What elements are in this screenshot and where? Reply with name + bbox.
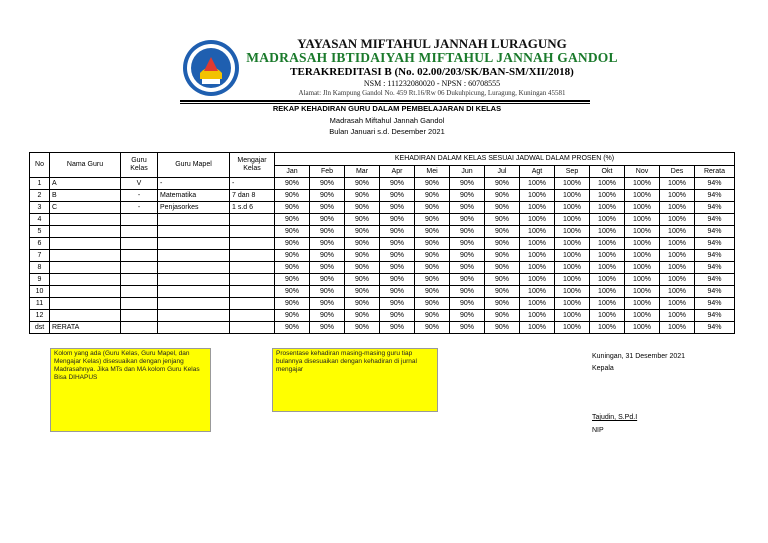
cell-month-value: 90%: [380, 238, 415, 250]
cell-month-value: 100%: [660, 274, 695, 286]
cell-guru-mapel: [158, 250, 230, 262]
cell-month-value: 100%: [625, 322, 660, 334]
cell-month-value: 100%: [555, 322, 590, 334]
cell-nama-guru: [50, 262, 121, 274]
cell-month-value: 90%: [485, 310, 520, 322]
cell-month-value: 90%: [345, 310, 380, 322]
cell-month-value: 90%: [450, 274, 485, 286]
cell-month-value: 90%: [310, 178, 345, 190]
school-ids: NSM : 111232080020 - NPSN : 60708555: [363, 79, 501, 88]
signature-role: Kepala: [592, 365, 614, 372]
col-month-nov: Nov: [625, 166, 660, 178]
cell-month-value: 90%: [380, 226, 415, 238]
cell-month-value: 100%: [520, 238, 555, 250]
cell-month-value: 90%: [275, 214, 310, 226]
cell-guru-kelas: -: [121, 202, 158, 214]
cell-month-value: 100%: [590, 262, 625, 274]
cell-nama-guru: [50, 286, 121, 298]
school-name: MADRASAH IBTIDAIYAH MIFTAHUL JANNAH GANDOL: [246, 50, 618, 65]
cell-month-value: 100%: [660, 178, 695, 190]
cell-month-value: 90%: [380, 262, 415, 274]
cell-month-value: 90%: [415, 322, 450, 334]
cell-month-value: 90%: [415, 262, 450, 274]
cell-month-value: 100%: [520, 286, 555, 298]
cell-month-value: 90%: [450, 178, 485, 190]
table-row: [30, 286, 735, 298]
cell-mengajar-kelas: 7 dan 8: [230, 190, 275, 202]
cell-month-value: 90%: [485, 298, 520, 310]
cell-month-value: 90%: [415, 226, 450, 238]
cell-mengajar-kelas: [230, 262, 275, 274]
cell-month-value: 90%: [310, 298, 345, 310]
cell-month-value: 100%: [625, 226, 660, 238]
table-row: [30, 274, 735, 286]
col-month-jun: Jun: [450, 166, 485, 178]
cell-month-value: 90%: [380, 178, 415, 190]
cell-month-value: 100%: [520, 322, 555, 334]
cell-month-value: 90%: [310, 238, 345, 250]
cell-month-value: 90%: [310, 214, 345, 226]
cell-mengajar-kelas: [230, 310, 275, 322]
cell-month-value: 100%: [625, 274, 660, 286]
cell-month-value: 90%: [415, 250, 450, 262]
cell-month-value: 90%: [380, 286, 415, 298]
cell-mengajar-kelas: 1 s.d 6: [230, 202, 275, 214]
signature-nip: NIP: [592, 427, 604, 434]
cell-month-value: 100%: [590, 178, 625, 190]
cell-month-value: 100%: [520, 226, 555, 238]
cell-month-value: 90%: [380, 214, 415, 226]
cell-month-value: 100%: [660, 214, 695, 226]
cell-guru-kelas: [121, 250, 158, 262]
cell-month-value: 100%: [590, 322, 625, 334]
cell-month-value: 90%: [275, 322, 310, 334]
table-row: [30, 178, 735, 190]
cell-month-value: 100%: [660, 310, 695, 322]
cell-month-value: 90%: [415, 286, 450, 298]
cell-month-value: 90%: [275, 250, 310, 262]
cell-month-value: 90%: [380, 310, 415, 322]
cell-month-value: 100%: [660, 190, 695, 202]
cell-rerata: 94%: [695, 310, 735, 322]
cell-month-value: 90%: [310, 322, 345, 334]
cell-no: 12: [30, 310, 50, 322]
cell-month-value: 90%: [275, 178, 310, 190]
cell-mengajar-kelas: [230, 238, 275, 250]
cell-guru-mapel: [158, 238, 230, 250]
cell-month-value: 90%: [345, 322, 380, 334]
cell-nama-guru: [50, 274, 121, 286]
cell-month-value: 100%: [590, 238, 625, 250]
cell-month-value: 90%: [485, 202, 520, 214]
cell-guru-kelas: [121, 238, 158, 250]
cell-nama-guru: RERATA: [50, 322, 121, 334]
cell-month-value: 90%: [310, 250, 345, 262]
col-guru-mapel: Guru Mapel: [158, 153, 230, 178]
cell-guru-mapel: [158, 322, 230, 334]
cell-month-value: 100%: [590, 310, 625, 322]
cell-rerata: 94%: [695, 178, 735, 190]
cell-month-value: 100%: [625, 190, 660, 202]
table-row: [30, 202, 735, 214]
cell-rerata: 94%: [695, 262, 735, 274]
cell-month-value: 90%: [485, 322, 520, 334]
cell-month-value: 100%: [555, 214, 590, 226]
table-row: [30, 322, 735, 334]
cell-month-value: 100%: [555, 274, 590, 286]
cell-month-value: 90%: [275, 226, 310, 238]
cell-no: 1: [30, 178, 50, 190]
cell-month-value: 100%: [555, 286, 590, 298]
table-row: [30, 214, 735, 226]
cell-month-value: 100%: [625, 298, 660, 310]
cell-guru-kelas: [121, 298, 158, 310]
cell-month-value: 90%: [450, 226, 485, 238]
cell-month-value: 100%: [625, 238, 660, 250]
cell-month-value: 90%: [345, 250, 380, 262]
cell-month-value: 90%: [275, 262, 310, 274]
cell-month-value: 100%: [520, 178, 555, 190]
cell-no: 8: [30, 262, 50, 274]
cell-month-value: 100%: [520, 274, 555, 286]
cell-no: 3: [30, 202, 50, 214]
cell-month-value: 90%: [450, 238, 485, 250]
cell-month-value: 100%: [590, 286, 625, 298]
accreditation: TERAKREDITASI B (No. 02.00/203/SK/BAN-SM/XII/2018): [290, 66, 574, 78]
cell-mengajar-kelas: [230, 274, 275, 286]
col-nama-guru: Nama Guru: [50, 153, 121, 178]
table-row: [30, 238, 735, 250]
signature-name: Tajudin, S.Pd.I: [592, 414, 638, 421]
cell-month-value: 90%: [380, 298, 415, 310]
cell-month-value: 100%: [625, 250, 660, 262]
cell-guru-kelas: [121, 226, 158, 238]
cell-month-value: 90%: [415, 190, 450, 202]
cell-month-value: 90%: [450, 298, 485, 310]
cell-guru-mapel: [158, 298, 230, 310]
cell-month-value: 100%: [590, 250, 625, 262]
cell-month-value: 90%: [380, 202, 415, 214]
cell-month-value: 100%: [555, 202, 590, 214]
col-month-mar: Mar: [345, 166, 380, 178]
table-row: [30, 310, 735, 322]
cell-month-value: 90%: [415, 274, 450, 286]
cell-nama-guru: [50, 226, 121, 238]
cell-month-value: 100%: [660, 226, 695, 238]
cell-month-value: 90%: [345, 178, 380, 190]
col-month-sep: Sep: [555, 166, 590, 178]
cell-month-value: 90%: [485, 238, 520, 250]
col-month-agt: Agt: [520, 166, 555, 178]
cell-month-value: 90%: [485, 250, 520, 262]
cell-guru-kelas: V: [121, 178, 158, 190]
cell-month-value: 100%: [660, 322, 695, 334]
cell-month-value: 100%: [590, 274, 625, 286]
cell-month-value: 100%: [625, 286, 660, 298]
col-month-feb: Feb: [310, 166, 345, 178]
col-no: No: [30, 153, 50, 178]
cell-rerata: 94%: [695, 298, 735, 310]
cell-guru-kelas: [121, 286, 158, 298]
cell-no: 11: [30, 298, 50, 310]
cell-month-value: 100%: [520, 262, 555, 274]
cell-guru-mapel: [158, 286, 230, 298]
table-row: [30, 226, 735, 238]
note-columns: Kolom yang ada (Guru Kelas, Guru Mapel, dan Mengajar Kelas) disesuaikan dengan jenjang Madrasahnya. Jika MTs dan MA kolom Guru Kelas Bisa DIHAPUS: [50, 348, 211, 432]
table-row: [30, 262, 735, 274]
cell-rerata: 94%: [695, 274, 735, 286]
signature-place-date: Kuningan, 31 Desember 2021: [592, 353, 686, 360]
cell-no: 9: [30, 274, 50, 286]
cell-month-value: 90%: [345, 238, 380, 250]
col-month-des: Des: [660, 166, 695, 178]
cell-rerata: 94%: [695, 286, 735, 298]
cell-month-value: 90%: [415, 298, 450, 310]
cell-month-value: 100%: [520, 202, 555, 214]
attendance-table: [29, 152, 735, 334]
cell-month-value: 90%: [450, 202, 485, 214]
cell-nama-guru: [50, 298, 121, 310]
col-guru-kelas: Guru Kelas: [121, 153, 158, 178]
cell-month-value: 100%: [555, 190, 590, 202]
cell-month-value: 100%: [555, 178, 590, 190]
cell-month-value: 90%: [275, 286, 310, 298]
cell-month-value: 90%: [345, 286, 380, 298]
cell-guru-kelas: [121, 322, 158, 334]
table-row: [30, 190, 735, 202]
cell-month-value: 90%: [485, 214, 520, 226]
cell-guru-kelas: [121, 310, 158, 322]
cell-month-value: 90%: [380, 274, 415, 286]
cell-mengajar-kelas: [230, 250, 275, 262]
cell-guru-kelas: [121, 274, 158, 286]
cell-month-value: 90%: [450, 310, 485, 322]
cell-month-value: 100%: [590, 214, 625, 226]
cell-month-value: 100%: [660, 250, 695, 262]
cell-rerata: 94%: [695, 250, 735, 262]
cell-rerata: 94%: [695, 202, 735, 214]
school-logo: [182, 39, 240, 97]
cell-guru-kelas: -: [121, 190, 158, 202]
cell-mengajar-kelas: [230, 298, 275, 310]
cell-month-value: 100%: [555, 310, 590, 322]
cell-month-value: 100%: [660, 262, 695, 274]
cell-month-value: 90%: [345, 274, 380, 286]
cell-mengajar-kelas: -: [230, 178, 275, 190]
cell-month-value: 90%: [485, 262, 520, 274]
cell-month-value: 100%: [555, 262, 590, 274]
cell-month-value: 100%: [625, 262, 660, 274]
cell-month-value: 100%: [520, 298, 555, 310]
cell-month-value: 90%: [450, 190, 485, 202]
cell-month-value: 90%: [345, 298, 380, 310]
cell-no: 7: [30, 250, 50, 262]
cell-month-value: 90%: [415, 310, 450, 322]
cell-month-value: 100%: [625, 310, 660, 322]
cell-month-value: 90%: [345, 226, 380, 238]
cell-no: 10: [30, 286, 50, 298]
cell-month-value: 90%: [415, 178, 450, 190]
cell-month-value: 100%: [625, 214, 660, 226]
cell-month-value: 90%: [310, 190, 345, 202]
cell-mengajar-kelas: [230, 322, 275, 334]
cell-rerata: 94%: [695, 190, 735, 202]
cell-month-value: 100%: [590, 298, 625, 310]
cell-guru-mapel: [158, 262, 230, 274]
cell-mengajar-kelas: [230, 214, 275, 226]
cell-month-value: 90%: [485, 178, 520, 190]
cell-month-value: 100%: [625, 178, 660, 190]
cell-month-value: 90%: [415, 238, 450, 250]
cell-month-value: 100%: [520, 214, 555, 226]
cell-no: 6: [30, 238, 50, 250]
cell-guru-mapel: Penjasorkes: [158, 202, 230, 214]
cell-month-value: 90%: [450, 214, 485, 226]
col-group-kehadiran: KEHADIRAN DALAM KELAS SESUAI JADWAL DALAM PROSEN (%): [275, 153, 735, 166]
cell-guru-mapel: [158, 214, 230, 226]
cell-month-value: 90%: [275, 202, 310, 214]
col-month-mei: Mei: [415, 166, 450, 178]
cell-month-value: 90%: [380, 322, 415, 334]
table-row: [30, 298, 735, 310]
cell-month-value: 90%: [275, 274, 310, 286]
cell-month-value: 90%: [310, 226, 345, 238]
cell-month-value: 90%: [310, 274, 345, 286]
cell-month-value: 90%: [485, 190, 520, 202]
report-title: REKAP KEHADIRAN GURU DALAM PEMBELAJARAN DI KELAS: [272, 104, 502, 113]
cell-guru-kelas: [121, 262, 158, 274]
cell-month-value: 90%: [450, 250, 485, 262]
cell-month-value: 90%: [450, 262, 485, 274]
col-rerata: Rerata: [695, 166, 735, 178]
cell-nama-guru: C: [50, 202, 121, 214]
cell-month-value: 100%: [520, 190, 555, 202]
report-period: Bulan Januari s.d. Desember 2021: [329, 127, 445, 136]
cell-mengajar-kelas: [230, 226, 275, 238]
cell-rerata: 94%: [695, 226, 735, 238]
cell-month-value: 100%: [590, 190, 625, 202]
cell-rerata: 94%: [695, 322, 735, 334]
cell-month-value: 90%: [345, 214, 380, 226]
cell-month-value: 100%: [660, 202, 695, 214]
cell-month-value: 90%: [415, 202, 450, 214]
school-address: Alamat: Jln Kampung Gandol No. 459 Rt.16/Rw 06 Dukuhpicung, Luragung, Kuningan 45581: [298, 89, 566, 97]
cell-month-value: 100%: [660, 286, 695, 298]
cell-rerata: 94%: [695, 214, 735, 226]
cell-month-value: 100%: [660, 238, 695, 250]
cell-nama-guru: [50, 250, 121, 262]
cell-month-value: 90%: [485, 286, 520, 298]
cell-month-value: 90%: [345, 190, 380, 202]
cell-month-value: 100%: [590, 226, 625, 238]
table-row: [30, 250, 735, 262]
col-month-okt: Okt: [590, 166, 625, 178]
cell-guru-mapel: -: [158, 178, 230, 190]
header-rule: [180, 100, 590, 102]
cell-month-value: 90%: [310, 262, 345, 274]
cell-month-value: 90%: [380, 190, 415, 202]
cell-nama-guru: B: [50, 190, 121, 202]
cell-month-value: 90%: [310, 310, 345, 322]
cell-nama-guru: [50, 310, 121, 322]
col-month-jan: Jan: [275, 166, 310, 178]
cell-nama-guru: [50, 214, 121, 226]
cell-month-value: 90%: [310, 286, 345, 298]
cell-mengajar-kelas: [230, 286, 275, 298]
cell-guru-mapel: [158, 274, 230, 286]
cell-month-value: 90%: [310, 202, 345, 214]
cell-month-value: 100%: [660, 298, 695, 310]
cell-month-value: 90%: [345, 262, 380, 274]
cell-month-value: 100%: [520, 250, 555, 262]
note-percentage: Prosentase kehadiran masing-masing guru tiap bulannya disesuaikan dengan kehadiran di jurnal mengajar: [272, 348, 438, 412]
cell-month-value: 100%: [520, 310, 555, 322]
cell-month-value: 100%: [555, 226, 590, 238]
cell-month-value: 90%: [345, 202, 380, 214]
cell-month-value: 90%: [415, 214, 450, 226]
cell-nama-guru: [50, 238, 121, 250]
cell-month-value: 100%: [625, 202, 660, 214]
cell-no: dst: [30, 322, 50, 334]
cell-guru-mapel: Matematika: [158, 190, 230, 202]
cell-month-value: 90%: [275, 310, 310, 322]
foundation-name: YAYASAN MIFTAHUL JANNAH LURAGUNG: [297, 36, 567, 51]
cell-guru-mapel: [158, 226, 230, 238]
cell-month-value: 90%: [450, 286, 485, 298]
report-school: Madrasah Miftahul Jannah Gandol: [329, 116, 445, 125]
cell-month-value: 100%: [590, 202, 625, 214]
cell-month-value: 90%: [380, 250, 415, 262]
cell-rerata: 94%: [695, 238, 735, 250]
cell-month-value: 100%: [555, 250, 590, 262]
col-mengajar-kelas: Mengajar Kelas: [230, 153, 275, 178]
cell-month-value: 100%: [555, 298, 590, 310]
cell-guru-kelas: [121, 214, 158, 226]
cell-nama-guru: A: [50, 178, 121, 190]
cell-guru-mapel: [158, 310, 230, 322]
cell-no: 4: [30, 214, 50, 226]
cell-no: 2: [30, 190, 50, 202]
cell-month-value: 90%: [450, 322, 485, 334]
cell-no: 5: [30, 226, 50, 238]
cell-month-value: 90%: [275, 190, 310, 202]
cell-month-value: 90%: [275, 298, 310, 310]
col-month-jul: Jul: [485, 166, 520, 178]
cell-month-value: 90%: [485, 226, 520, 238]
col-month-apr: Apr: [380, 166, 415, 178]
cell-month-value: 100%: [555, 238, 590, 250]
cell-month-value: 90%: [485, 274, 520, 286]
cell-month-value: 90%: [275, 238, 310, 250]
table-body: [30, 178, 735, 334]
